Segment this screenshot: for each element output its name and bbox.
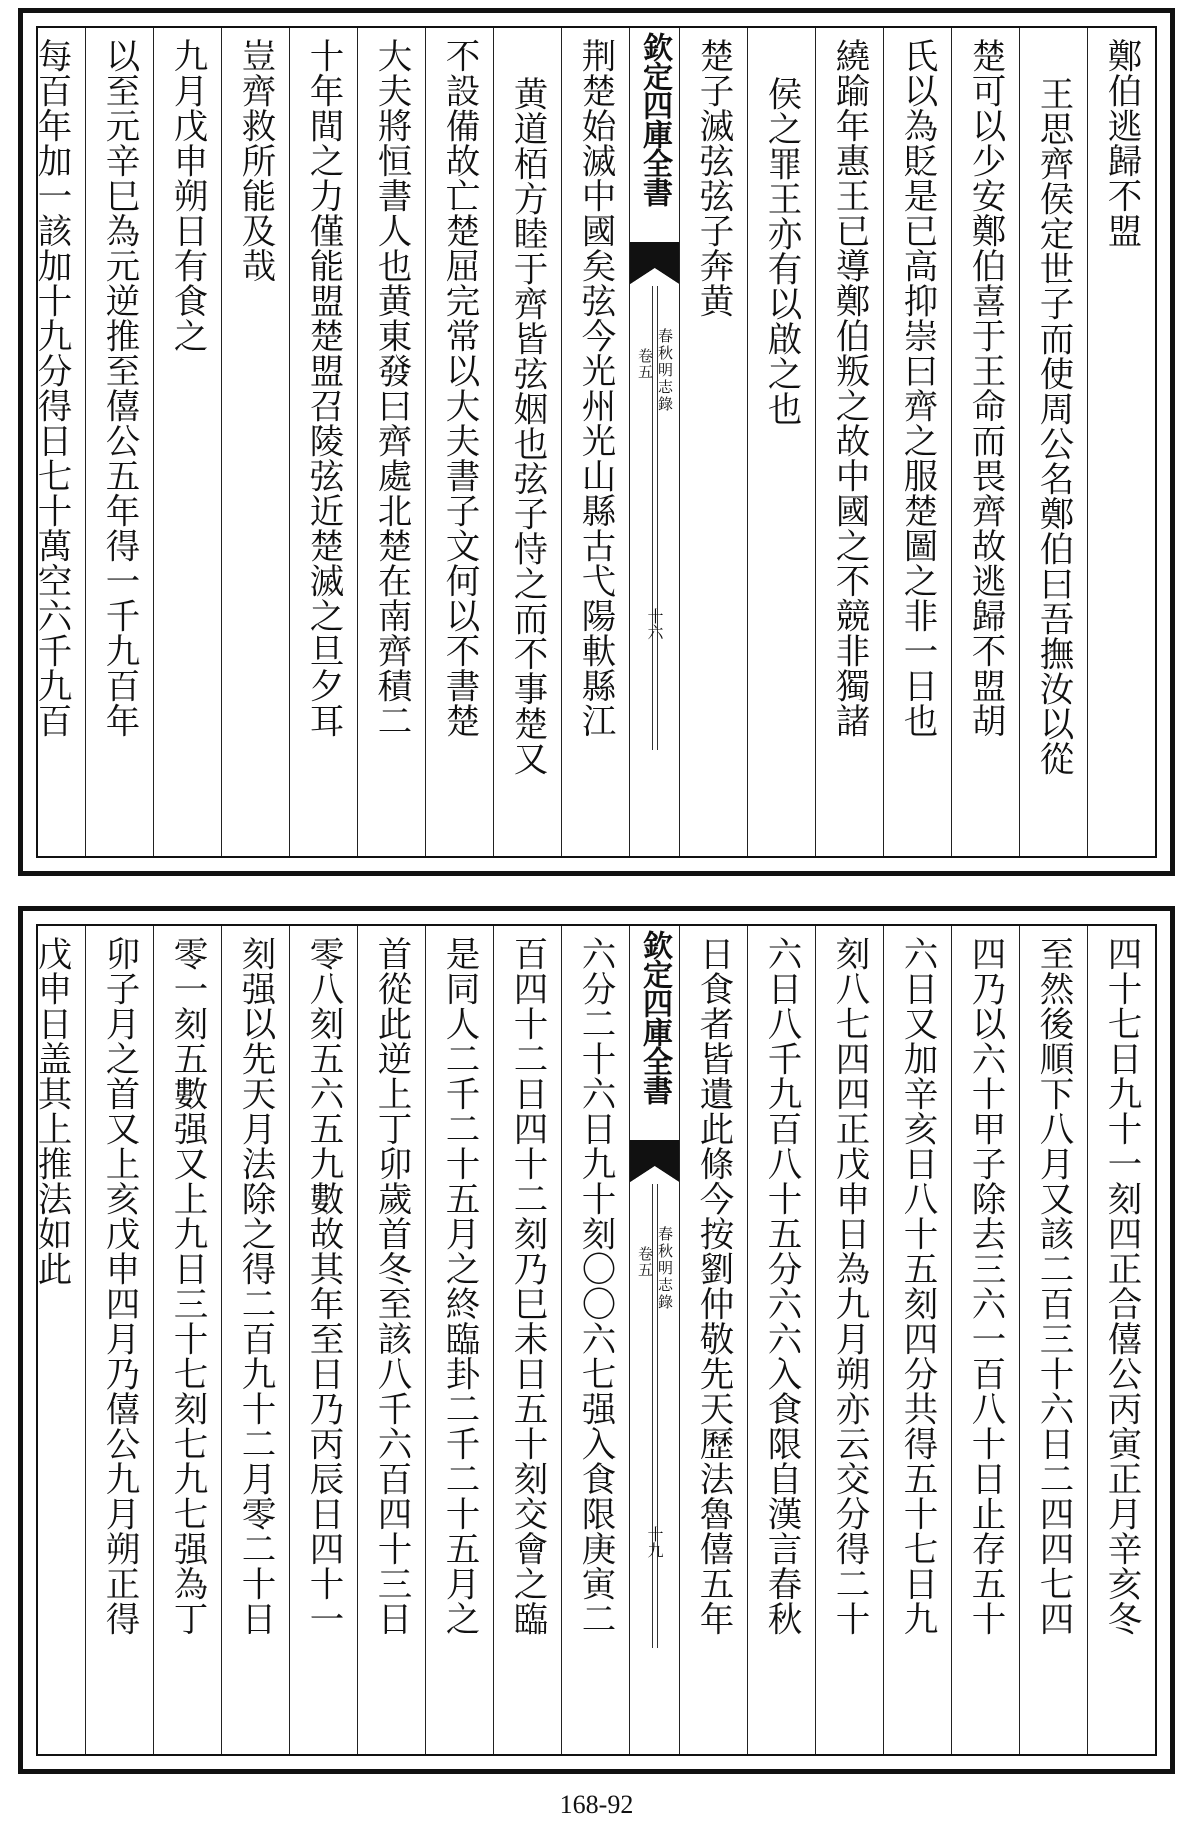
text-column: 豈齊救所能及哉 bbox=[221, 28, 289, 856]
header-title: 欽定四庫全書 bbox=[637, 32, 672, 206]
header-title: 欽定四庫全書 bbox=[637, 930, 672, 1104]
text-column: 十年間之力僅能盟楚盟召陵弦近楚滅之旦夕耳 bbox=[289, 28, 357, 856]
page-number: 十六 bbox=[645, 608, 664, 640]
text-column: 卯子月之首又上亥戊申四月乃僖公九月朔正得 bbox=[85, 926, 153, 1754]
text-column: 首從此逆上丁卯歲首冬至該八千六百四十三日 bbox=[357, 926, 425, 1754]
text-column: 鄭伯逃歸不盟 bbox=[1087, 28, 1155, 856]
fishtail-mark bbox=[630, 1140, 679, 1166]
text-column: 楚可以少安鄭伯喜于王命而畏齊故逃歸不盟胡 bbox=[951, 28, 1019, 856]
text-column: 侯之罪王亦有以啟之也 bbox=[747, 28, 815, 856]
page-label: 168-92 bbox=[559, 1790, 634, 1819]
text-column: 六日八千九百八十五分六六入食限自漢言春秋 bbox=[747, 926, 815, 1754]
text-column: 四十七日九十一刻四正合僖公丙寅正月辛亥冬 bbox=[1087, 926, 1155, 1754]
text-column: 六分二十六日九十刻〇〇六七强入食限庚寅二 bbox=[561, 926, 629, 1754]
top-page bbox=[18, 8, 1175, 876]
book-title: 春秋明志錄 bbox=[656, 328, 674, 413]
text-column: 日食者皆遺此條今按劉仲敬先天歷法魯僖五年 bbox=[679, 926, 747, 1754]
volume-label: 卷五 bbox=[636, 348, 654, 380]
text-column: 零一刻五數强又上九日三十七刻七九七强為丁 bbox=[153, 926, 221, 1754]
text-column: 氏以為貶是已高抑崇曰齊之服楚圖之非一日也 bbox=[883, 28, 951, 856]
bottom-page bbox=[18, 906, 1175, 1774]
text-column: 不設備故亡楚屈完常以大夫書子文何以不書楚 bbox=[425, 28, 493, 856]
text-column: 以至元辛巳為元逆推至僖公五年得一千九百年 bbox=[85, 28, 153, 856]
text-column: 每百年加一該加十九分得日七十萬空六千九百 bbox=[31, 38, 71, 738]
text-column: 荆楚始滅中國矣弦今光州光山縣古弋陽軑縣江 bbox=[561, 28, 629, 856]
text-column: 至然後順下八月又該二百三十六日二四四七四 bbox=[1019, 926, 1087, 1754]
text-column: 是同人二千二十五月之終臨卦二千二十五月之 bbox=[425, 926, 493, 1754]
center-fold bbox=[629, 28, 679, 856]
top-page-columns bbox=[31, 26, 1157, 858]
text-column: 刻八七四四正戊申日為九月朔亦云交分得二十 bbox=[815, 926, 883, 1754]
center-fold bbox=[629, 926, 679, 1754]
text-column: 繞踰年惠王已導鄭伯叛之故中國之不競非獨諸 bbox=[815, 28, 883, 856]
book-title: 春秋明志錄 bbox=[656, 1226, 674, 1311]
text-column: 楚子滅弦弦子奔黄 bbox=[679, 28, 747, 856]
text-column: 九月戊申朔日有食之 bbox=[153, 28, 221, 856]
text-column: 王思齊侯定世子而使周公名鄭伯曰吾撫汝以從 bbox=[1019, 28, 1087, 856]
text-column: 大夫將恒書人也黄東發曰齊處北楚在南齊積二 bbox=[357, 28, 425, 856]
volume-label: 卷五 bbox=[636, 1246, 654, 1278]
text-column: 百四十二日四十二刻乃巳未日五十刻交會之臨 bbox=[493, 926, 561, 1754]
page-number: 十九 bbox=[645, 1526, 664, 1558]
text-column: 六日又加辛亥日八十五刻四分共得五十七日九 bbox=[883, 926, 951, 1754]
bottom-page-columns bbox=[31, 924, 1157, 1756]
text-column: 黄道栢方睦于齊皆弦姻也弦子恃之而不事楚又 bbox=[493, 28, 561, 856]
fishtail-mark bbox=[630, 242, 679, 268]
text-column: 刻强以先天月法除之得二百九十二月零二十日 bbox=[221, 926, 289, 1754]
text-column: 四乃以六十甲子除去三六一百八十日止存五十 bbox=[951, 926, 1019, 1754]
text-column: 零八刻五六五九數故其年至日乃丙辰日四十一 bbox=[289, 926, 357, 1754]
text-column: 戊申日盖其上推法如此 bbox=[31, 936, 71, 1286]
